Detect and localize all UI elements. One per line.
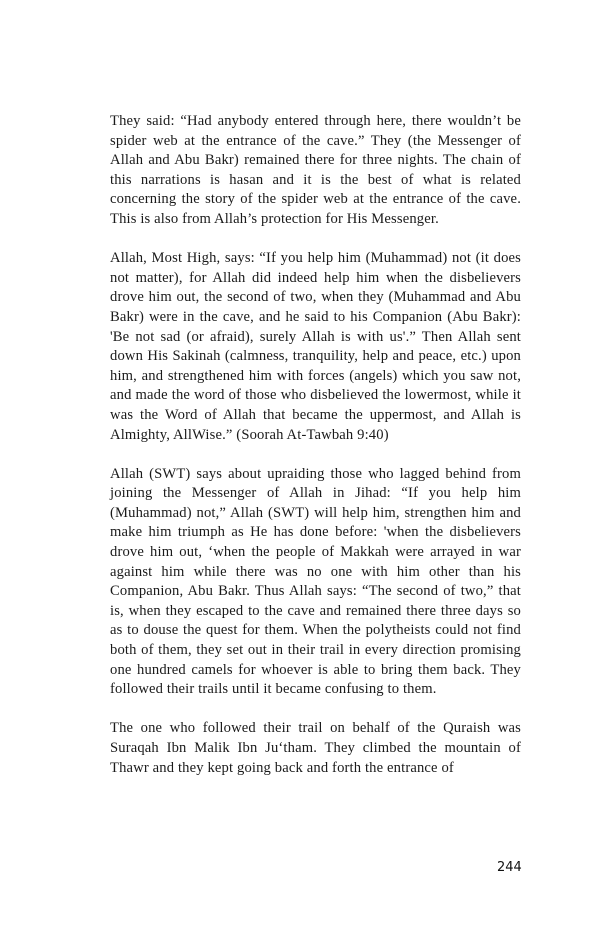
page-number: 244 bbox=[497, 860, 522, 875]
body-text bbox=[110, 112, 521, 798]
paragraph-commentary: Allah (SWT) says about upraiding those who lagged behind from joining the Messenger of Allah in Jihad: “If you help him (Muhammad) not,” Allah (SWT) will help him, strengthen him and make him triumph as He has done before: 'when the disbelievers drove him out, ‘when the people of Makkah were arrayed in war against him while there was no one with him other than his Companion, Abu Bakr. Thus Allah says: “The second of two,” that is, when they escaped to the cave and remained there three days so as to douse the quest for them. When the polytheists could not find both of them, they set out in their trail in every direction promising one hundred camels for whoever is able to bring them back. They followed their trails until it became confusing to them. bbox=[110, 465, 521, 698]
paragraph-spider-web: They said: “Had anybody entered through here, there wouldn’t be spider web at the entrance of the cave.” They (the Messenger of Allah and Abu Bakr) remained there for three nights. The chain of this narrations is hasan and it is the best of what is related concerning the story of the spider web at the entrance of the cave. This is also from Allah’s protection for His Messenger. bbox=[110, 113, 521, 227]
paragraph-suraqah: The one who followed their trail on behalf of the Quraish was Suraqah Ibn Malik Ibn Ju‘tham. They climbed the mountain of Thawr and they kept going back and forth the entrance of bbox=[110, 720, 521, 776]
paragraph-quran-verse: Allah, Most High, says: “If you help him (Muhammad) not (it does not matter), for Allah did indeed help him when the disbelievers drove him out, the second of two, when they (Muhammad and Abu Bakr) were in the cave, and he said to his Companion (Abu Bakr): 'Be not sad (or afraid), surely Allah is with us'.” Then Allah sent down His Sakinah (calmness, tranquility, help and peace, etc.) upon him, and strengthened him with forces (angels) which you saw not, and made the word of those who disbelieved the lowermost, while it was the Word of Allah that became the uppermost, and Allah is Almighty, AllWise.” (Soorah At-Tawbah 9:40) bbox=[110, 250, 521, 443]
